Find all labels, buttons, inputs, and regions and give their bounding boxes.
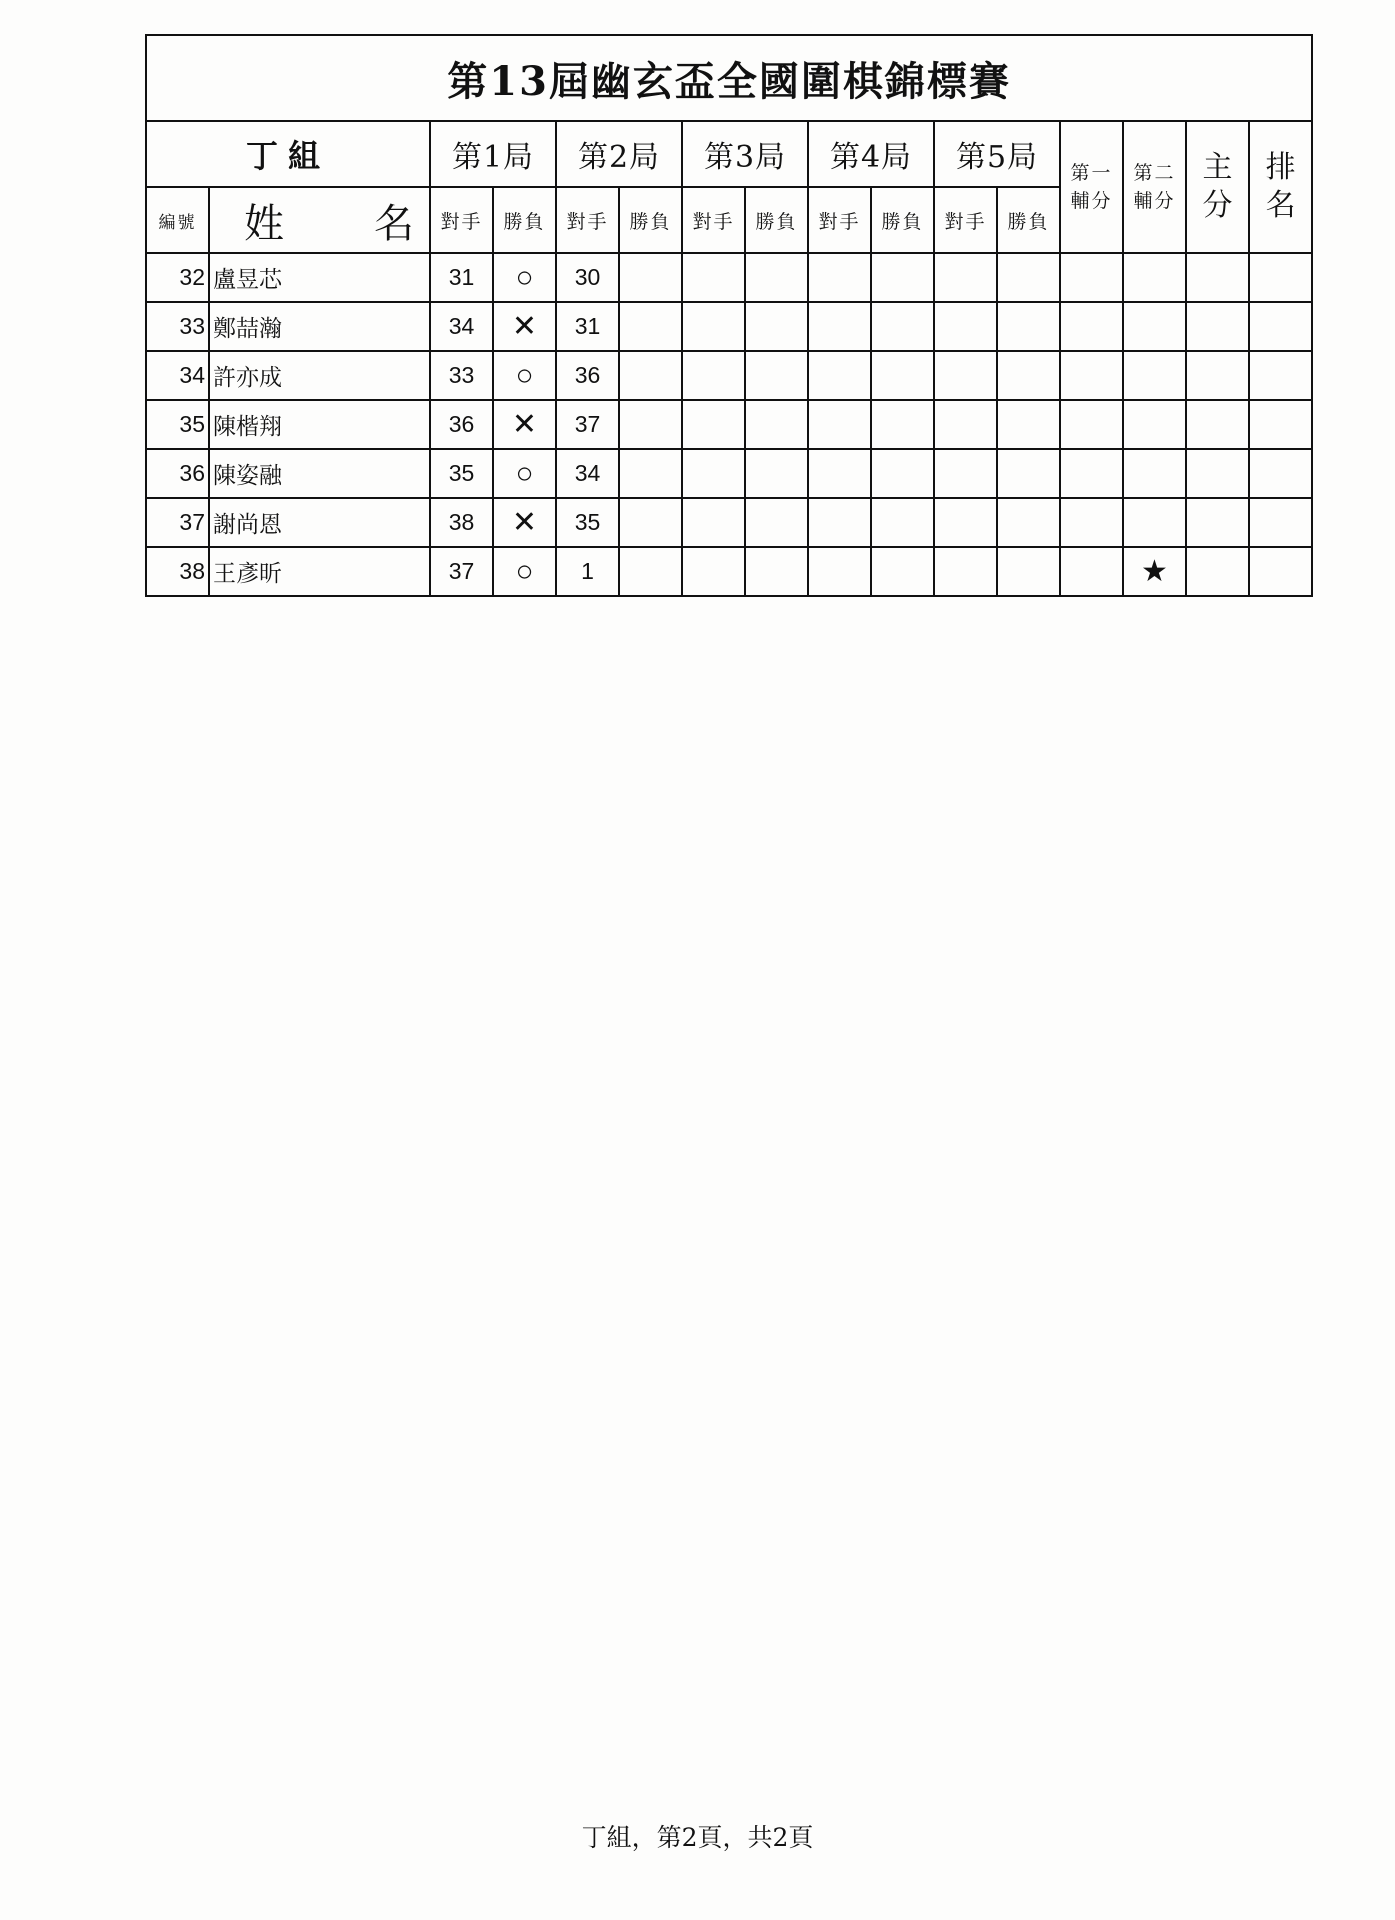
score-sheet	[145, 34, 1310, 597]
r1-opponent: 31	[430, 253, 493, 302]
player-name: 鄭喆瀚	[209, 302, 430, 351]
rank-cell	[1249, 449, 1312, 498]
r3-result	[745, 547, 808, 596]
r4-result	[871, 400, 934, 449]
r5-result	[997, 253, 1060, 302]
r4-opponent	[808, 400, 871, 449]
r3-opponent-header: 對手	[682, 187, 745, 253]
table-row	[146, 302, 1312, 351]
r2-opponent: 34	[556, 449, 619, 498]
tiebreak-2-cell	[1123, 253, 1186, 302]
rank-cell	[1249, 253, 1312, 302]
name-header-char2: 名	[374, 200, 416, 247]
r3-result	[745, 351, 808, 400]
number-header: 編號	[146, 187, 209, 253]
r2-result	[619, 302, 682, 351]
player-number: 33	[146, 302, 209, 351]
rank-header	[1249, 121, 1312, 253]
r3-result	[745, 253, 808, 302]
r5-opponent-header: 對手	[934, 187, 997, 253]
r3-opponent	[682, 302, 745, 351]
player-number: 38	[146, 547, 209, 596]
r1-result: ✕	[493, 400, 556, 449]
r1-opponent-header: 對手	[430, 187, 493, 253]
r5-opponent	[934, 498, 997, 547]
main-score-cell	[1186, 400, 1249, 449]
r5-result-header: 勝負	[997, 187, 1060, 253]
r5-opponent	[934, 449, 997, 498]
r1-opponent: 36	[430, 400, 493, 449]
r3-result	[745, 498, 808, 547]
r1-result: ✕	[493, 302, 556, 351]
r1-opponent: 34	[430, 302, 493, 351]
rank-line1: 排	[1265, 150, 1296, 185]
main-score-header	[1186, 121, 1249, 253]
r2-result	[619, 449, 682, 498]
r4-opponent	[808, 449, 871, 498]
tiebreak-2-cell	[1123, 498, 1186, 547]
r2-opponent: 30	[556, 253, 619, 302]
rank-cell	[1249, 351, 1312, 400]
tiebreak-2-cell: ★	[1123, 547, 1186, 596]
r3-opponent	[682, 351, 745, 400]
r5-opponent	[934, 400, 997, 449]
r4-result	[871, 351, 934, 400]
main-score-cell	[1186, 351, 1249, 400]
rank-cell	[1249, 302, 1312, 351]
r1-result: ○	[493, 351, 556, 400]
player-name: 王彥昕	[209, 547, 430, 596]
r5-result	[997, 302, 1060, 351]
player-name: 陳楷翔	[209, 400, 430, 449]
r1-result: ✕	[493, 498, 556, 547]
r4-opponent-header: 對手	[808, 187, 871, 253]
main-score-cell	[1186, 498, 1249, 547]
tiebreak-1-line2: 輔分	[1070, 190, 1113, 212]
r5-result	[997, 351, 1060, 400]
tiebreak-1-cell	[1060, 253, 1123, 302]
round-2-header: 第2局	[556, 121, 682, 187]
group-label: 丁組	[146, 121, 430, 187]
player-number: 35	[146, 400, 209, 449]
table-row	[146, 498, 1312, 547]
tiebreak-2-header	[1123, 121, 1186, 253]
tiebreak-2-cell	[1123, 400, 1186, 449]
player-number: 37	[146, 498, 209, 547]
round-3-header: 第3局	[682, 121, 808, 187]
r4-result	[871, 449, 934, 498]
tiebreak-2-cell	[1123, 351, 1186, 400]
r2-opponent: 1	[556, 547, 619, 596]
table-row	[146, 449, 1312, 498]
r3-opponent	[682, 449, 745, 498]
r3-result-header: 勝負	[745, 187, 808, 253]
r4-result	[871, 302, 934, 351]
tiebreak-1-cell	[1060, 351, 1123, 400]
table-row	[146, 547, 1312, 596]
round-4-header: 第4局	[808, 121, 934, 187]
tiebreak-1-cell	[1060, 449, 1123, 498]
table-row	[146, 253, 1312, 302]
player-name: 謝尚恩	[209, 498, 430, 547]
r5-result	[997, 547, 1060, 596]
r2-result	[619, 498, 682, 547]
player-number: 36	[146, 449, 209, 498]
main-score-line1: 主	[1202, 150, 1233, 185]
r5-opponent	[934, 351, 997, 400]
round-1-header: 第1局	[430, 121, 556, 187]
tiebreak-1-cell	[1060, 302, 1123, 351]
r1-opponent: 37	[430, 547, 493, 596]
tiebreak-1-cell	[1060, 498, 1123, 547]
main-score-line2: 分	[1202, 188, 1233, 223]
player-number: 32	[146, 253, 209, 302]
r1-opponent: 33	[430, 351, 493, 400]
r5-opponent	[934, 302, 997, 351]
r2-opponent-header: 對手	[556, 187, 619, 253]
r3-opponent	[682, 498, 745, 547]
r4-result-header: 勝負	[871, 187, 934, 253]
tiebreak-1-line1: 第一	[1070, 162, 1113, 184]
standings-table	[145, 34, 1313, 597]
r5-result	[997, 449, 1060, 498]
tiebreak-2-line1: 第二	[1133, 162, 1176, 184]
r5-result	[997, 400, 1060, 449]
tiebreak-1-header	[1060, 121, 1123, 253]
main-score-cell	[1186, 302, 1249, 351]
r3-result	[745, 302, 808, 351]
r4-opponent	[808, 547, 871, 596]
r4-result	[871, 253, 934, 302]
tiebreak-2-cell	[1123, 449, 1186, 498]
r2-opponent: 31	[556, 302, 619, 351]
name-header-char1: 姓	[244, 200, 286, 247]
player-name: 許亦成	[209, 351, 430, 400]
r1-result-header: 勝負	[493, 187, 556, 253]
r4-opponent	[808, 498, 871, 547]
r2-result-header: 勝負	[619, 187, 682, 253]
round-5-header: 第5局	[934, 121, 1060, 187]
r5-opponent	[934, 547, 997, 596]
tiebreak-2-line2: 輔分	[1133, 190, 1176, 212]
r3-result	[745, 449, 808, 498]
r2-opponent: 37	[556, 400, 619, 449]
r3-result	[745, 400, 808, 449]
table-row	[146, 400, 1312, 449]
r5-result	[997, 498, 1060, 547]
rank-cell	[1249, 400, 1312, 449]
r3-opponent	[682, 253, 745, 302]
table-row	[146, 351, 1312, 400]
r1-opponent: 38	[430, 498, 493, 547]
r1-result: ○	[493, 449, 556, 498]
main-score-cell	[1186, 253, 1249, 302]
r1-result: ○	[493, 253, 556, 302]
name-header	[209, 187, 430, 253]
r3-opponent	[682, 400, 745, 449]
player-name: 陳姿融	[209, 449, 430, 498]
r1-opponent: 35	[430, 449, 493, 498]
tiebreak-1-cell	[1060, 400, 1123, 449]
r2-result	[619, 400, 682, 449]
main-score-cell	[1186, 547, 1249, 596]
rank-line2: 名	[1265, 188, 1296, 223]
r4-opponent	[808, 351, 871, 400]
rank-cell	[1249, 547, 1312, 596]
r4-opponent	[808, 302, 871, 351]
r4-opponent	[808, 253, 871, 302]
r4-result	[871, 498, 934, 547]
r4-result	[871, 547, 934, 596]
player-name: 盧昱芯	[209, 253, 430, 302]
r2-result	[619, 253, 682, 302]
r2-opponent: 35	[556, 498, 619, 547]
tiebreak-1-cell	[1060, 547, 1123, 596]
r2-result	[619, 547, 682, 596]
player-number: 34	[146, 351, 209, 400]
page-title: 第13屆幽玄盃全國圍棋錦標賽	[146, 35, 1312, 121]
r2-result	[619, 351, 682, 400]
page-footer: 丁組，第2頁，共2頁	[581, 1823, 814, 1852]
main-score-cell	[1186, 449, 1249, 498]
rank-cell	[1249, 498, 1312, 547]
r1-result: ○	[493, 547, 556, 596]
r5-opponent	[934, 253, 997, 302]
r2-opponent: 36	[556, 351, 619, 400]
r3-opponent	[682, 547, 745, 596]
tiebreak-2-cell	[1123, 302, 1186, 351]
